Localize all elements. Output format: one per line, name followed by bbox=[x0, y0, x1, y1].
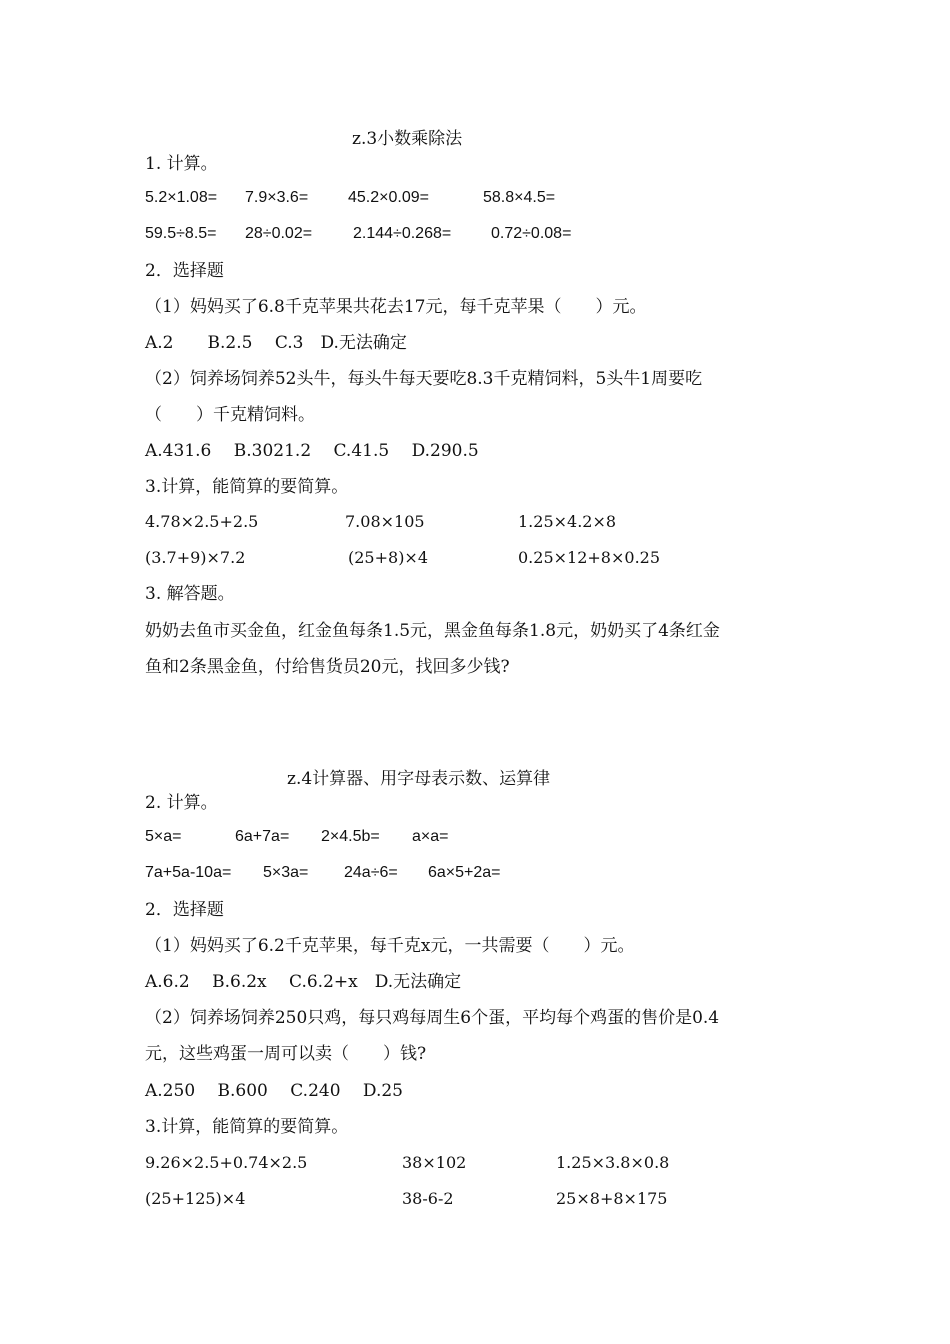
s1-q2-1-text: （1）妈妈买了6.8千克苹果共花去17元，每千克苹果（ ）元。 bbox=[145, 297, 647, 317]
s2-q2-2-text-line2: 元，这些鸡蛋一周可以卖（ ）钱? bbox=[145, 1044, 427, 1064]
s1-q4-heading: 3. 解答题。 bbox=[145, 584, 235, 604]
s2-q1-r2-item: 24a÷6= bbox=[344, 864, 398, 881]
s2-q2-1-text: （1）妈妈买了6.2千克苹果，每千克x元，一共需要（ ）元。 bbox=[145, 936, 635, 956]
s1-q1-r2-item: 59.5÷8.5= bbox=[145, 225, 217, 242]
s2-q3-r2-item: 38-6-2 bbox=[402, 1189, 454, 1208]
s2-q1-r2-item: 6a×5+2a= bbox=[428, 864, 501, 881]
s1-q2-1-options: A.2 B.2.5 C.3 D.无法确定 bbox=[145, 333, 407, 353]
s1-q3-r1-item: 7.08×105 bbox=[345, 512, 425, 531]
s1-q2-heading: 2．选择题 bbox=[145, 261, 224, 281]
s1-q3-heading: 3.计算，能简算的要简算。 bbox=[145, 477, 349, 497]
s1-q3-r1-item: 4.78×2.5+2.5 bbox=[145, 512, 259, 531]
s1-q2-2-text-line1: （2）饲养场饲养52头牛，每头牛每天要吃8.3千克精饲料，5头牛1周要吃 bbox=[145, 369, 703, 389]
s2-q3-r1-item: 38×102 bbox=[402, 1153, 467, 1172]
s1-q3-r2-item: (3.7+9)×7.2 bbox=[145, 548, 246, 567]
s2-q1-r1-item: a×a= bbox=[412, 828, 449, 845]
s2-q1-r1-item: 2×4.5b= bbox=[321, 828, 380, 845]
s1-q1-r2-item: 0.72÷0.08= bbox=[491, 225, 572, 242]
s1-q1-r1-item: 7.9×3.6= bbox=[245, 189, 309, 206]
s2-q3-r2-item: 25×8+8×175 bbox=[556, 1189, 668, 1208]
s2-q3-r2-item: (25+125)×4 bbox=[145, 1189, 246, 1208]
s2-q2-2-options: A.250 B.600 C.240 D.25 bbox=[145, 1081, 403, 1101]
s1-q3-r2-item: 0.25×12+8×0.25 bbox=[518, 548, 661, 567]
s2-q1-r1-item: 5×a= bbox=[145, 828, 182, 845]
section1-title: z.3小数乘除法 bbox=[352, 129, 463, 149]
section2-title: z.4计算器、用字母表示数、运算律 bbox=[287, 769, 551, 789]
s1-q1-r1-item: 5.2×1.08= bbox=[145, 189, 218, 206]
s1-q1-r2-item: 2.144÷0.268= bbox=[353, 225, 452, 242]
s2-q3-r1-item: 9.26×2.5+0.74×2.5 bbox=[145, 1153, 308, 1172]
s1-q1-heading: 1. 计算。 bbox=[145, 154, 218, 174]
s2-q1-r1-item: 6a+7a= bbox=[235, 828, 290, 845]
s2-q2-1-options: A.6.2 B.6.2x C.6.2+x D.无法确定 bbox=[145, 972, 462, 992]
s2-q2-heading: 2．选择题 bbox=[145, 900, 224, 920]
s1-q1-r1-item: 58.8×4.5= bbox=[483, 189, 556, 206]
s1-q3-r2-item: (25+8)×4 bbox=[348, 548, 429, 567]
s2-q2-2-text-line1: （2）饲养场饲养250只鸡，每只鸡每周生6个蛋，平均每个鸡蛋的售价是0.4 bbox=[145, 1008, 720, 1028]
s2-q3-heading: 3.计算，能简算的要简算。 bbox=[145, 1117, 349, 1137]
s1-q1-r2-item: 28÷0.02= bbox=[245, 225, 313, 242]
s1-q3-r1-item: 1.25×4.2×8 bbox=[518, 512, 617, 531]
s2-q3-r1-item: 1.25×3.8×0.8 bbox=[556, 1153, 670, 1172]
s1-q2-2-options: A.431.6 B.3021.2 C.41.5 D.290.5 bbox=[145, 441, 479, 461]
s1-q4-text-line1: 奶奶去鱼市买金鱼，红金鱼每条1.5元，黑金鱼每条1.8元，奶奶买了4条红金 bbox=[145, 621, 720, 641]
s2-q1-r2-item: 7a+5a-10a= bbox=[145, 864, 232, 881]
s1-q4-text-line2: 鱼和2条黑金鱼，付给售货员20元，找回多少钱? bbox=[145, 657, 510, 677]
s1-q1-r1-item: 45.2×0.09= bbox=[348, 189, 429, 206]
s2-q1-heading: 2. 计算。 bbox=[145, 793, 218, 813]
s1-q2-2-text-line2: （ ）千克精饲料。 bbox=[145, 405, 315, 425]
s2-q1-r2-item: 5×3a= bbox=[263, 864, 309, 881]
